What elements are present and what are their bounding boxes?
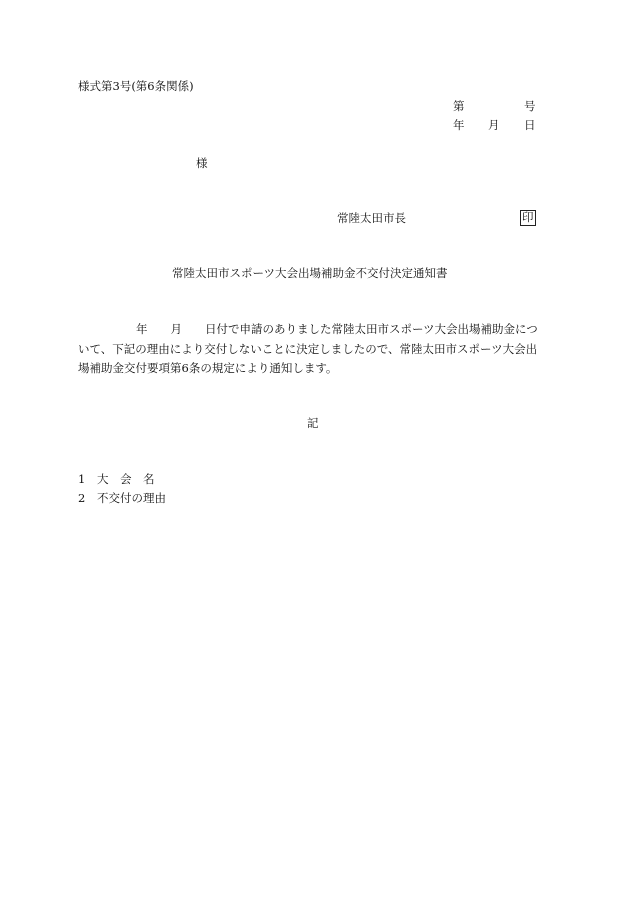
document-title: 常陸太田市スポーツ大会出場補助金不交付決定通知書 <box>172 266 448 280</box>
date-day-label: 日 <box>524 118 536 132</box>
doc-number-prefix: 第 <box>453 99 465 113</box>
item-label: 大 会 名 <box>97 472 155 486</box>
body-line-1 <box>78 324 538 336</box>
item-number: 1 <box>78 472 86 486</box>
form-number: 様式第3号(第6条関係) <box>78 79 194 93</box>
date-month-label: 月 <box>488 118 500 132</box>
date-year-label: 年 <box>453 118 465 132</box>
addressee-honorific: 様 <box>196 156 208 170</box>
ki-heading: 記 <box>307 416 319 430</box>
body-month-label: 月 <box>170 322 182 336</box>
item-number: 2 <box>78 491 86 505</box>
body-year-label: 年 <box>136 322 148 336</box>
body-line-2: いて、下記の理由により交付しないことに決定しましたので、常陸太田市スポーツ大会出 <box>78 342 538 356</box>
issuer-name: 常陸太田市長 <box>337 211 406 225</box>
list-item-reason <box>78 493 166 505</box>
item-label: 不交付の理由 <box>97 491 166 505</box>
list-item-event-name <box>78 474 155 486</box>
body-line-3: 場補助金交付要項第6条の規定により通知します。 <box>78 361 338 375</box>
doc-number-suffix: 号 <box>524 99 536 113</box>
body-line-1-text: 日付で申請のありました常陸太田市スポーツ大会出場補助金につ <box>205 322 538 336</box>
seal-mark: 印 <box>522 210 534 224</box>
